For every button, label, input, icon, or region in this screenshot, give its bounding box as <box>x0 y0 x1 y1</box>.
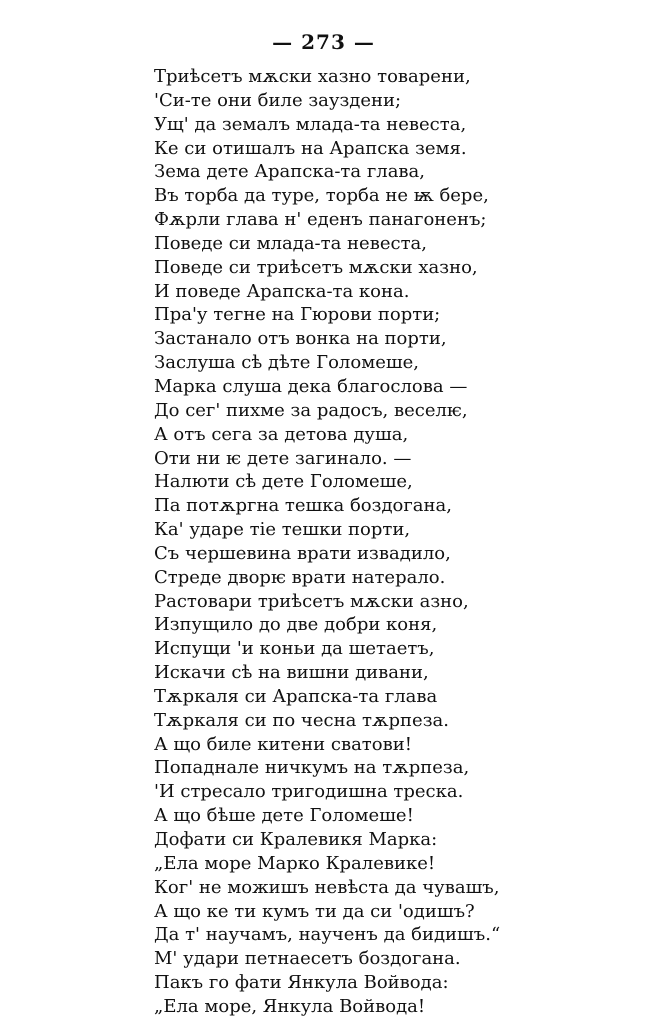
poem-line: „Ела море Марко Кралевике! <box>154 852 436 874</box>
poem-line: Растовари триѣсетъ мѫски азно, <box>154 590 469 612</box>
poem-line: Зема дете Арапска-та глава, <box>154 161 426 183</box>
poem-line: Пакъ го фати Янкула Войвода: <box>154 972 449 994</box>
poem-line: Ког' не можишъ невѣста да чувашъ, <box>154 876 500 898</box>
poem-line: Ущ' да земалъ млада-та невеста, <box>154 113 467 135</box>
poem-line: А що биле китени сватови! <box>154 733 412 755</box>
poem-line: Тѫркаля си по чесна тѫрпеза. <box>154 709 449 731</box>
poem-line: М' удари петнаесетъ боздогана. <box>154 948 461 970</box>
poem-line: Ке си отишалъ на Арапска земя. <box>154 137 467 159</box>
poem-line: А що ке ти кумъ ти да си 'одишъ? <box>154 900 475 922</box>
poem-line: Искачи сѣ на вишни дивани, <box>154 662 429 684</box>
poem-line: Съ чершевина врати извадило, <box>154 542 451 564</box>
poem-line: Стреде дворѥ врати натерало. <box>154 566 446 588</box>
poem-line: Поведе си млада-та невеста, <box>154 232 427 254</box>
poem-line: Ка' ударе тіе тешки порти, <box>154 519 411 541</box>
poem-line: Изпущило до две добри коня, <box>154 614 438 636</box>
poem-line: Застанало отъ вонка на порти, <box>154 328 447 350</box>
poem-line: И поведе Арапска-та кона. <box>154 280 410 302</box>
poem-line: Тѫркаля си Арапска-та глава <box>154 685 438 707</box>
poem-line: Па потѫргна тешка боздогана, <box>154 495 452 517</box>
poem-line: 'Си-те они биле зауздени; <box>154 89 402 111</box>
poem-line: Фѫрли глава н' еденъ панагоненъ; <box>154 209 487 231</box>
poem-line: Поведе си триѣсетъ мѫски хазно, <box>154 256 478 278</box>
poem-line: До сег' пихме за радосъ, веселѥ, <box>154 399 468 421</box>
poem-text <box>154 65 634 1019</box>
poem-line: Въ торба да туре, торба не ѭ бере, <box>154 185 489 207</box>
poem-line: 'И стресало тригодишна треска. <box>154 781 464 803</box>
poem-line: Дофати си Кралевикя Марка: <box>154 829 438 850</box>
poem-line: А що бѣше дете Голомеше! <box>154 805 414 827</box>
poem-line: Налюти сѣ дете Голомеше, <box>154 471 413 493</box>
poem-line: Испущи 'и коньи да шетаетъ, <box>154 638 435 660</box>
poem-line: Да т' научамъ, наученъ да бидишъ.“ <box>154 924 501 946</box>
poem-line: А отъ сега за детова душа, <box>154 423 409 445</box>
poem-line: Попаднале ничкумъ на тѫрпеза, <box>154 757 470 779</box>
poem-line: Пра'у тегне на Гюрови порти; <box>154 304 441 326</box>
poem-line: Оти ни ѥ дете загинало. — <box>154 447 412 469</box>
poem-line: Заслуша сѣ дѣте Голомеше, <box>154 352 419 374</box>
poem-line: Марка слуша дека благослова — <box>154 375 468 397</box>
page-number-header: — 273 — <box>272 30 375 54</box>
poem-line: „Ела море, Янкула Войвода! <box>154 995 426 1017</box>
poem-line: Триѣсетъ мѫски хазно товарени, <box>154 66 471 87</box>
